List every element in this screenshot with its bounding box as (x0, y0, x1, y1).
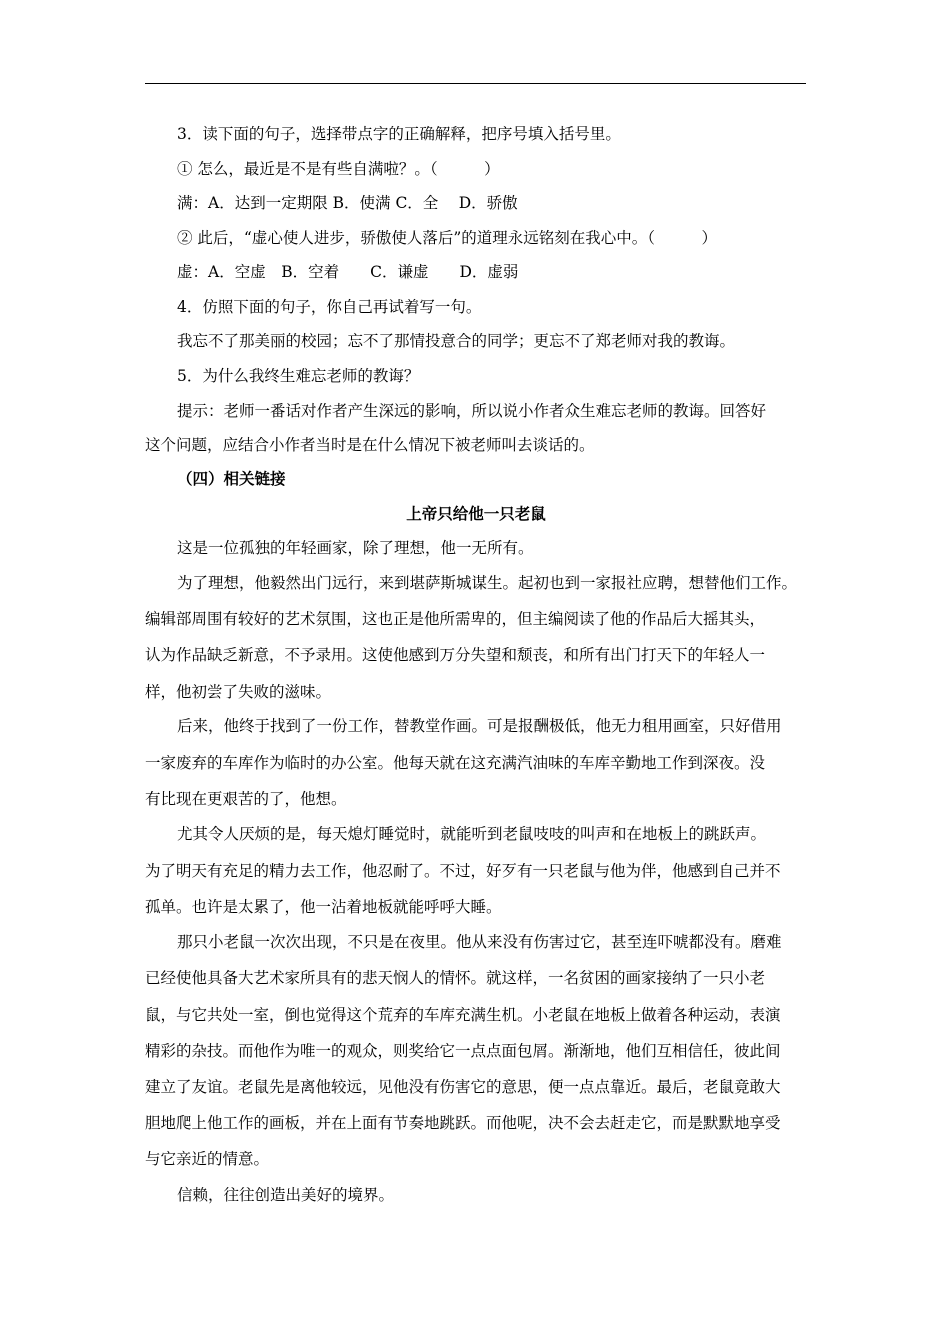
story-line: 建立了友谊。老鼠先是离他较远，见他没有伤害它的意思，便一点点靠近。最后，老鼠竟敢大 (145, 1078, 781, 1096)
story-line: 编辑部周围有较好的艺术氛围，这也正是他所需卑的，但主编阅读了他的作品后大摇其头， (145, 610, 766, 628)
question-4-example: 我忘不了那美丽的校园；忘不了那情投意合的同学；更忘不了郑老师对我的教诲。 (177, 332, 736, 350)
question-3-options-1: 满：A．达到一定期限 B．使满 C．全 D．骄傲 (177, 194, 518, 212)
story-line: 后来，他终于找到了一份工作，替教堂作画。可是报酬极低，他无力租用画室，只好借用 (177, 717, 782, 735)
question-3-options-2: 虚：A．空虚 B．空着 C．谦虚 D．虚弱 (177, 263, 519, 281)
question-5-hint-line-2: 这个问题，应结合小作者当时是在什么情况下被老师叫去谈话的。 (145, 436, 595, 454)
story-line: 孤单。也许是太累了，他一沾着地板就能呼呼大睡。 (145, 898, 502, 916)
story-line: 信赖，往往创造出美好的境界。 (177, 1186, 395, 1204)
story-line: 与它亲近的情意。 (145, 1150, 270, 1168)
story-title: 上帝只给他一只老鼠 (406, 504, 546, 523)
question-5-hint-line-1: 提示：老师一番话对作者产生深远的影响，所以说小作者众生难忘老师的教诲。回答好 (177, 402, 767, 420)
section-heading: （四）相关链接 (177, 469, 286, 488)
story-line: 鼠，与它共处一室，倒也觉得这个荒弃的车库充满生机。小老鼠在地板上做着各种运动，表演 (145, 1006, 781, 1024)
story-line: 为了明天有充足的精力去工作，他忍耐了。不过，好歹有一只老鼠与他为伴，他感到自己并不 (145, 862, 781, 880)
story-line: 已经使他具备大艺术家所具有的悲天悯人的情怀。就这样，一名贫困的画家接纳了一只小老 (145, 969, 766, 987)
question-4: 4．仿照下面的句子，你自己再试着写一句。 (177, 298, 482, 316)
story-line: 样，他初尝了失败的滋味。 (145, 683, 332, 701)
story-line: 为了理想，他毅然出门远行，来到堪萨斯城谋生。起初也到一家报社应聘，想替他们工作。 (177, 574, 798, 592)
question-5: 5．为什么我终生难忘老师的教诲？ (177, 367, 420, 385)
story-line: 精彩的杂技。而他作为唯一的观众，则奖给它一点点面包屑。渐渐地，他们互相信任，彼此间 (145, 1042, 781, 1060)
story-line: 那只小老鼠一次次出现，不只是在夜里。他从来没有伤害过它，甚至连吓唬都没有。磨难 (177, 933, 782, 951)
story-line: 这是一位孤独的年轻画家，除了理想，他一无所有。 (177, 539, 534, 557)
question-3-sentence-2: ② 此后，“虚心使人进步，骄傲使人落后”的道理永远铭刻在我心中。（ ） (177, 229, 718, 247)
story-line: 尤其令人厌烦的是，每天熄灯睡觉时，就能听到老鼠吱吱的叫声和在地板上的跳跃声。 (177, 825, 767, 843)
story-line: 胆地爬上他工作的画板，并在上面有节奏地跳跃。而他呢，决不会去赶走它，而是默默地享受 (145, 1114, 781, 1132)
question-3-sentence-1: ① 怎么，最近是不是有些自满啦？。（ ） (177, 160, 500, 178)
story-line: 有比现在更艰苦的了，他想。 (145, 790, 347, 808)
story-line: 一家废弃的车库作为临时的办公室。他每天就在这充满汽油味的车库辛勤地工作到深夜。没 (145, 754, 766, 772)
question-3: 3．读下面的句子，选择带点字的正确解释，把序号填入括号里。 (177, 125, 621, 143)
header-rule (145, 83, 806, 84)
story-line: 认为作品缺乏新意，不予录用。这使他感到万分失望和颓丧，和所有出门打天下的年轻人一 (145, 646, 766, 664)
